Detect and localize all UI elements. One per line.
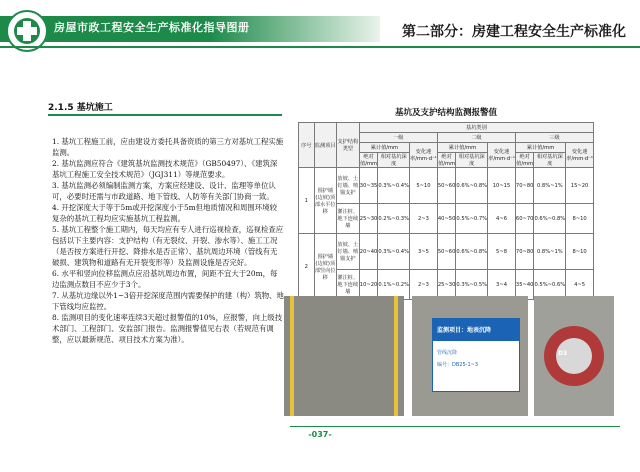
photo-fence [284, 296, 404, 416]
col-rel-3: 相对基坑深度 [534, 153, 566, 168]
table-row: 2 围护墙(边坡)顶部竖向位移 放坡、土钉墙、喷锚支护 20~40 0.3%~0.4% 3~5 50~60 0.6%~0.8% 5~8 70~80 0.8%~1% 8~10 [299, 234, 594, 270]
section-title: 2.1.5 基坑施工 [48, 103, 113, 113]
monitoring-table [298, 122, 594, 300]
monitoring-sign: 监测项目：地表沉降 管线沉降 编号：DB25-1~3 [432, 318, 520, 392]
footer-divider [290, 426, 620, 427]
part-title: 第二部分：房建工程安全生产标准化 [402, 24, 626, 40]
col-rate-3: 变化速率/mm·d⁻¹ [566, 143, 594, 168]
photo-marker [534, 296, 614, 416]
paragraph-2: 2. 基坑监测应符合《建筑基坑监测技术规范》（GB50497）、《建筑深基坑工程施工安全技术规范》（JGJ311）等规范要求。 [52, 159, 278, 179]
paragraph-5: 5. 基坑工程整个施工期内，每天均应有专人进行巡视检查，巡视检查应包括以下主要内容：支护结构（有无裂纹、开裂、渗水等）、施工工况（是否按方案进行开挖、降排水是否正常）、基坑周边环境（管线有无破损、建筑物和道路有无开裂变形等）及监测设施是否完好。 [52, 225, 284, 267]
col-cum-2: 累计值/mm [437, 143, 487, 153]
paragraph-8: 8. 监测项目的变化速率连续3天超过报警值的10%，应报警，向上级技术部门、工程部门、安监部门报告。监测报警值见右表（若规范有调整，应以最新规范、项目技术方案为准）。 [52, 313, 283, 344]
group-2: 围护墙(边坡)顶部竖向位移 [314, 234, 336, 300]
col-level-1: 一级 [359, 133, 437, 143]
col-rel-1: 相对基坑深度 [378, 153, 410, 168]
col-abs-1: 绝对值/mm [360, 154, 378, 167]
group-1: 围护墙(边坡)顶部水平位移 [314, 168, 336, 234]
col-class: 基坑类别 [359, 123, 593, 133]
book-title: 房屋市政工程安全生产标准化指导图册 [54, 21, 250, 34]
page-header [0, 0, 640, 62]
table-row: 灌注桩、地下连续墙 25~30 0.2%~0.3% 2~3 40~50 0.5%~0.7% 4~6 60~70 0.6%~0.8% 8~10 [299, 204, 594, 234]
paragraph-4: 4. 开挖深度大于等于5m或开挖深度小于5m但地质情况和周围环境较复杂的基坑工程均应实施基坑工程监测。 [52, 203, 277, 223]
col-rate-2: 变化速率/mm·d⁻¹ [488, 143, 516, 168]
header-divider [0, 46, 640, 48]
paragraph-1: 1. 基坑工程施工前，应由建设方委托具备资质的第三方对基坑工程实施监测。 [52, 137, 284, 157]
body-text [52, 136, 284, 345]
col-rate-1: 变化速率/mm·d⁻¹ [410, 143, 438, 168]
photo-sign [412, 296, 528, 416]
table-title: 基坑及支护结构监测报警值 [394, 108, 497, 118]
col-item: 监测项目 [314, 123, 336, 168]
col-abs-3: 绝对值/mm [516, 154, 534, 167]
paragraph-7: 7. 从基坑边缘以外1~3倍开挖深度范围内需要保护的建（构）筑物、地下管线均应监控。 [52, 291, 284, 311]
col-level-3: 三级 [515, 133, 593, 143]
col-seq: 序号 [299, 123, 315, 168]
col-rel-2: 相对基坑深度 [456, 153, 488, 168]
col-support: 支护结构类型 [336, 123, 359, 168]
page-number: -037- [308, 430, 332, 439]
paragraph-3: 3. 基坑监测必须编制监测方案，方案应经建设、设计、监理等单位认可，必要时还需与市政道路、地下管线、人防等有关部门协商一致。 [52, 181, 276, 201]
paragraph-6: 6. 水平和竖向位移监测点应沿基坑周边布置，间距不宜大于20m，每边监测点数目不应少于3个。 [52, 269, 278, 289]
col-abs-2: 绝对值/mm [438, 154, 456, 167]
section-underline [48, 114, 282, 116]
col-cum-1: 累计值/mm [359, 143, 409, 153]
monitoring-point-icon: D3 [544, 326, 604, 386]
col-level-2: 二级 [437, 133, 515, 143]
table-row: 灌注桩、地下连续墙 10~20 0.1%~0.2% 2~3 25~30 0.3%~0.5% 3~4 35~40 0.5%~0.6% 4~5 [299, 270, 594, 300]
col-cum-3: 累计值/mm [515, 143, 565, 153]
table-row: 1 围护墙(边坡)顶部水平位移 放坡、土钉墙、喷锚支护 30~35 0.3%~0.4% 5~10 50~60 0.6%~0.8% 10~15 70~80 0.8%~1% 15~20 [299, 168, 594, 204]
